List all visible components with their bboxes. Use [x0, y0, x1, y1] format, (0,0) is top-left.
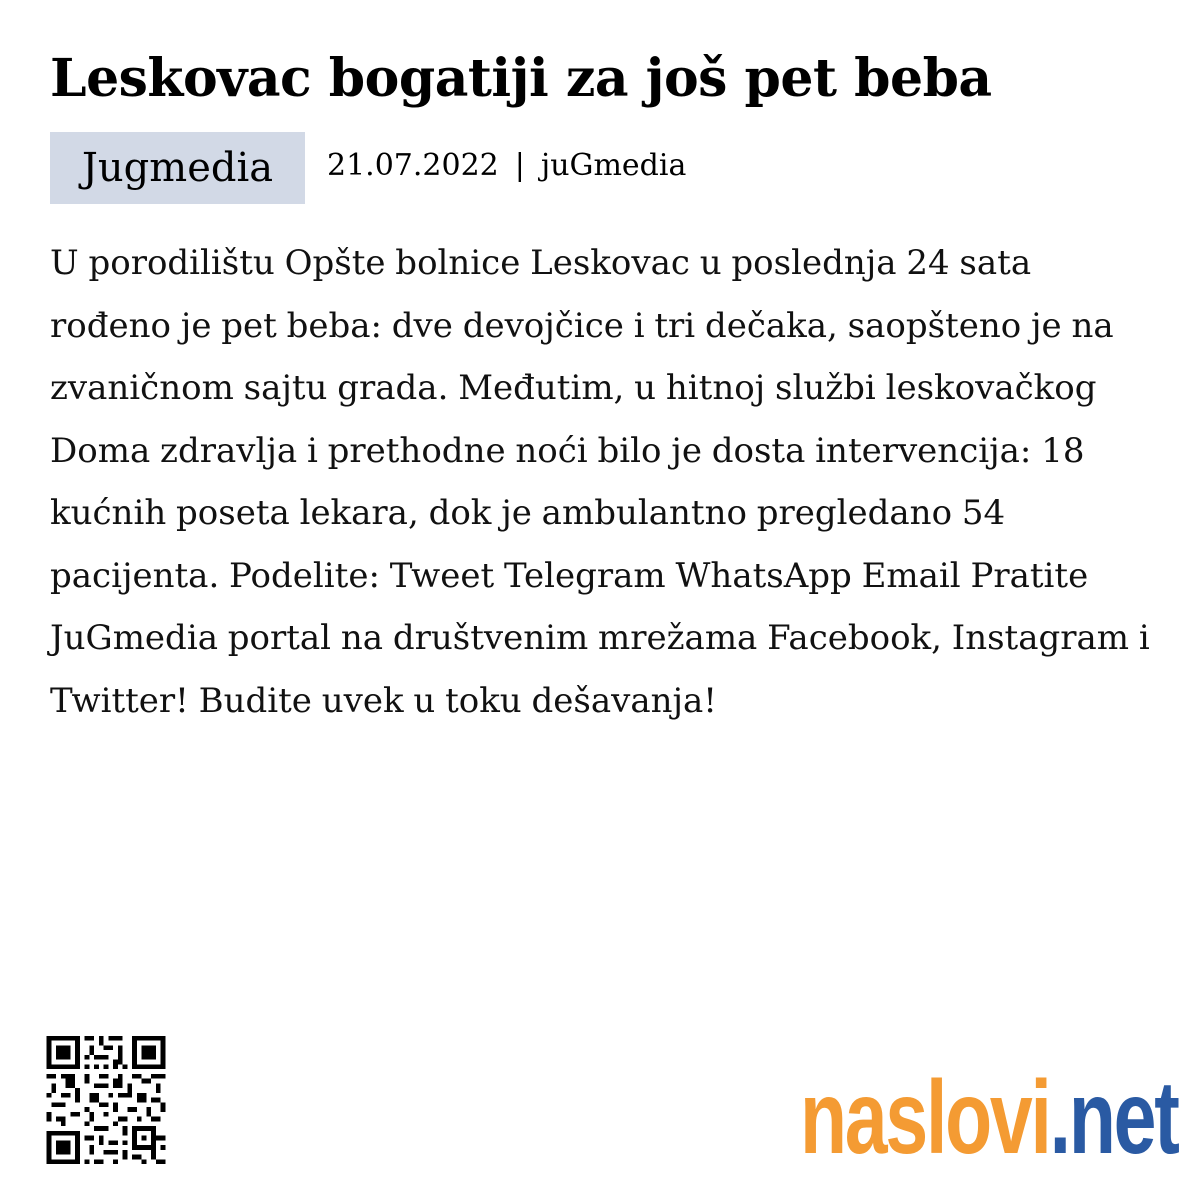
article-title: Leskovac bogatiji za još pet beba [50, 48, 992, 109]
logo-part-net: .net [1049, 1060, 1178, 1176]
article-body: U porodilištu Opšte bolnice Leskovac u poslednja 24 sata rođeno je pet beba: dve devojčice i tri dečaka, saopšteno je na zvaničnom sajtu grada. Međutim, u hitnoj službi leskovačkog Doma zdravlja i prethodne noći bilo je dosta intervencija: 18 kućnih poseta lekara, dok je ambulantno pregledano 54 pacijenta. Podelite: Tweet Telegram WhatsApp Email Pratite JuGmedia portal na društvenim mrežama Facebook, Instagram i Twitter! Budite uvek u toku dešavanja! [50, 243, 1150, 721]
article-meta [50, 132, 686, 204]
naslovi-logo[interactable] [800, 1060, 1178, 1176]
article-author[interactable]: juGmedia [540, 148, 687, 183]
article-date: 21.07.2022 [327, 148, 499, 183]
qr-code-icon[interactable] [46, 1036, 166, 1164]
source-badge[interactable]: Jugmedia [50, 132, 305, 204]
meta-separator: | [514, 148, 525, 183]
logo-part-naslovi: naslovi [800, 1060, 1050, 1176]
meta-text [327, 146, 686, 186]
